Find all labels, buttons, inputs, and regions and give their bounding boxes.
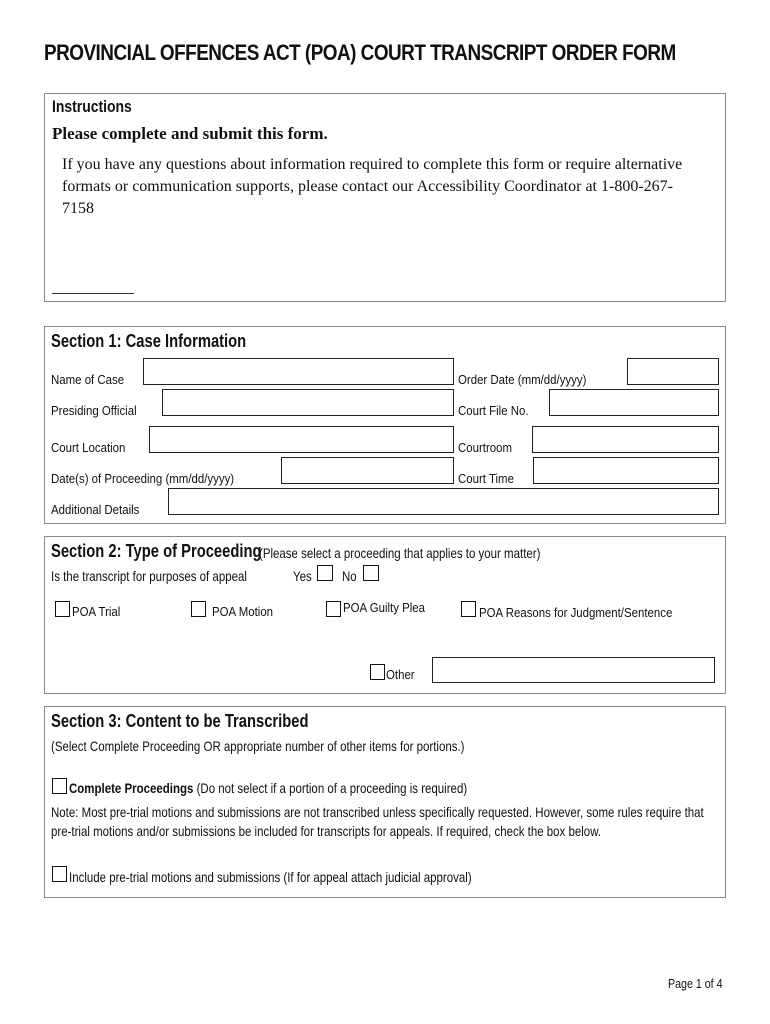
additional-details-field[interactable] xyxy=(168,488,719,515)
appeal-yes-checkbox[interactable] xyxy=(317,565,333,581)
appeal-yes-label: Yes xyxy=(293,568,312,584)
presiding-official-field[interactable] xyxy=(162,389,454,416)
complete-proceedings-checkbox[interactable] xyxy=(52,778,67,794)
complete-proceedings-label: Complete Proceedings xyxy=(69,780,194,796)
section3-note-text: Note: Most pre-trial motions and submissions are not transcribed unless specifically requested. However, some rules require that pre-trial motions and/or submissions be included for transcripts for appeals. If required, check the box below. xyxy=(51,804,704,839)
court-time-label: Court Time xyxy=(458,471,514,486)
section3-subtitle: (Select Complete Proceeding OR appropriate number of other items for portions.) xyxy=(51,738,465,754)
order-date-field[interactable] xyxy=(627,358,719,385)
section3-note xyxy=(51,803,707,841)
name-of-case-field[interactable] xyxy=(143,358,454,385)
court-location-field[interactable] xyxy=(149,426,454,453)
page-number: Page 1 of 4 xyxy=(668,976,723,991)
poa-reasons-checkbox[interactable] xyxy=(461,601,476,617)
other-label: Other xyxy=(386,667,415,682)
courtroom-label: Courtroom xyxy=(458,440,513,455)
section1-panel xyxy=(44,326,726,524)
court-time-field[interactable] xyxy=(533,457,719,484)
other-checkbox[interactable] xyxy=(370,664,385,680)
poa-reasons-label: POA Reasons for Judgment/Sentence xyxy=(479,605,673,620)
name-of-case-label: Name of Case xyxy=(51,372,125,387)
instructions-panel xyxy=(44,93,726,302)
section2-subtitle: (Please select a proceeding that applies to your matter) xyxy=(259,545,541,561)
appeal-question: Is the transcript for purposes of appeal xyxy=(51,568,247,584)
courtroom-field[interactable] xyxy=(532,426,719,453)
section3-title: Section 3: Content to be Transcribed xyxy=(51,711,309,731)
section2-panel xyxy=(44,536,726,694)
complete-proceedings-note: (Do not select if a portion of a proceeding is required) xyxy=(193,780,468,796)
dates-of-proceeding-label: Date(s) of Proceeding (mm/dd/yyyy) xyxy=(51,471,235,486)
order-date-label: Order Date (mm/dd/yyyy) xyxy=(458,372,587,387)
court-location-label: Court Location xyxy=(51,440,126,455)
court-file-no-field[interactable] xyxy=(549,389,719,416)
poa-guilty-plea-checkbox[interactable] xyxy=(326,601,341,617)
include-pretrial-checkbox[interactable] xyxy=(52,866,67,882)
poa-motion-label: POA Motion xyxy=(212,604,274,619)
section3-panel xyxy=(44,706,726,898)
appeal-no-label: No xyxy=(342,568,357,584)
form-title: PROVINCIAL OFFENCES ACT (POA) COURT TRANSCRIPT ORDER FORM xyxy=(44,40,676,65)
instructions-heading: Instructions xyxy=(52,97,132,116)
other-field[interactable] xyxy=(432,657,715,683)
appeal-no-checkbox[interactable] xyxy=(363,565,379,581)
section1-title: Section 1: Case Information xyxy=(51,331,247,351)
section2-title: Section 2: Type of Proceeding xyxy=(51,541,262,561)
poa-trial-label: POA Trial xyxy=(72,604,121,619)
instructions-subheading: Please complete and submit this form. xyxy=(52,124,328,143)
additional-details-label: Additional Details xyxy=(51,502,140,517)
complete-proceedings-row xyxy=(69,780,467,796)
poa-motion-checkbox[interactable] xyxy=(191,601,206,617)
include-pretrial-label: Include pre-trial motions and submissions (If for appeal attach judicial approval) xyxy=(69,869,472,885)
poa-guilty-plea-label: POA Guilty Plea xyxy=(343,600,426,615)
court-file-no-label: Court File No. xyxy=(458,403,529,418)
instructions-divider xyxy=(52,293,134,294)
instructions-body: If you have any questions about information required to complete this form or require alternative formats or communication supports, please contact our Accessibility Coordinator at 1-800-267-7158 xyxy=(62,156,683,217)
poa-trial-checkbox[interactable] xyxy=(55,601,70,617)
presiding-official-label: Presiding Official xyxy=(51,403,137,418)
dates-of-proceeding-field[interactable] xyxy=(281,457,454,484)
